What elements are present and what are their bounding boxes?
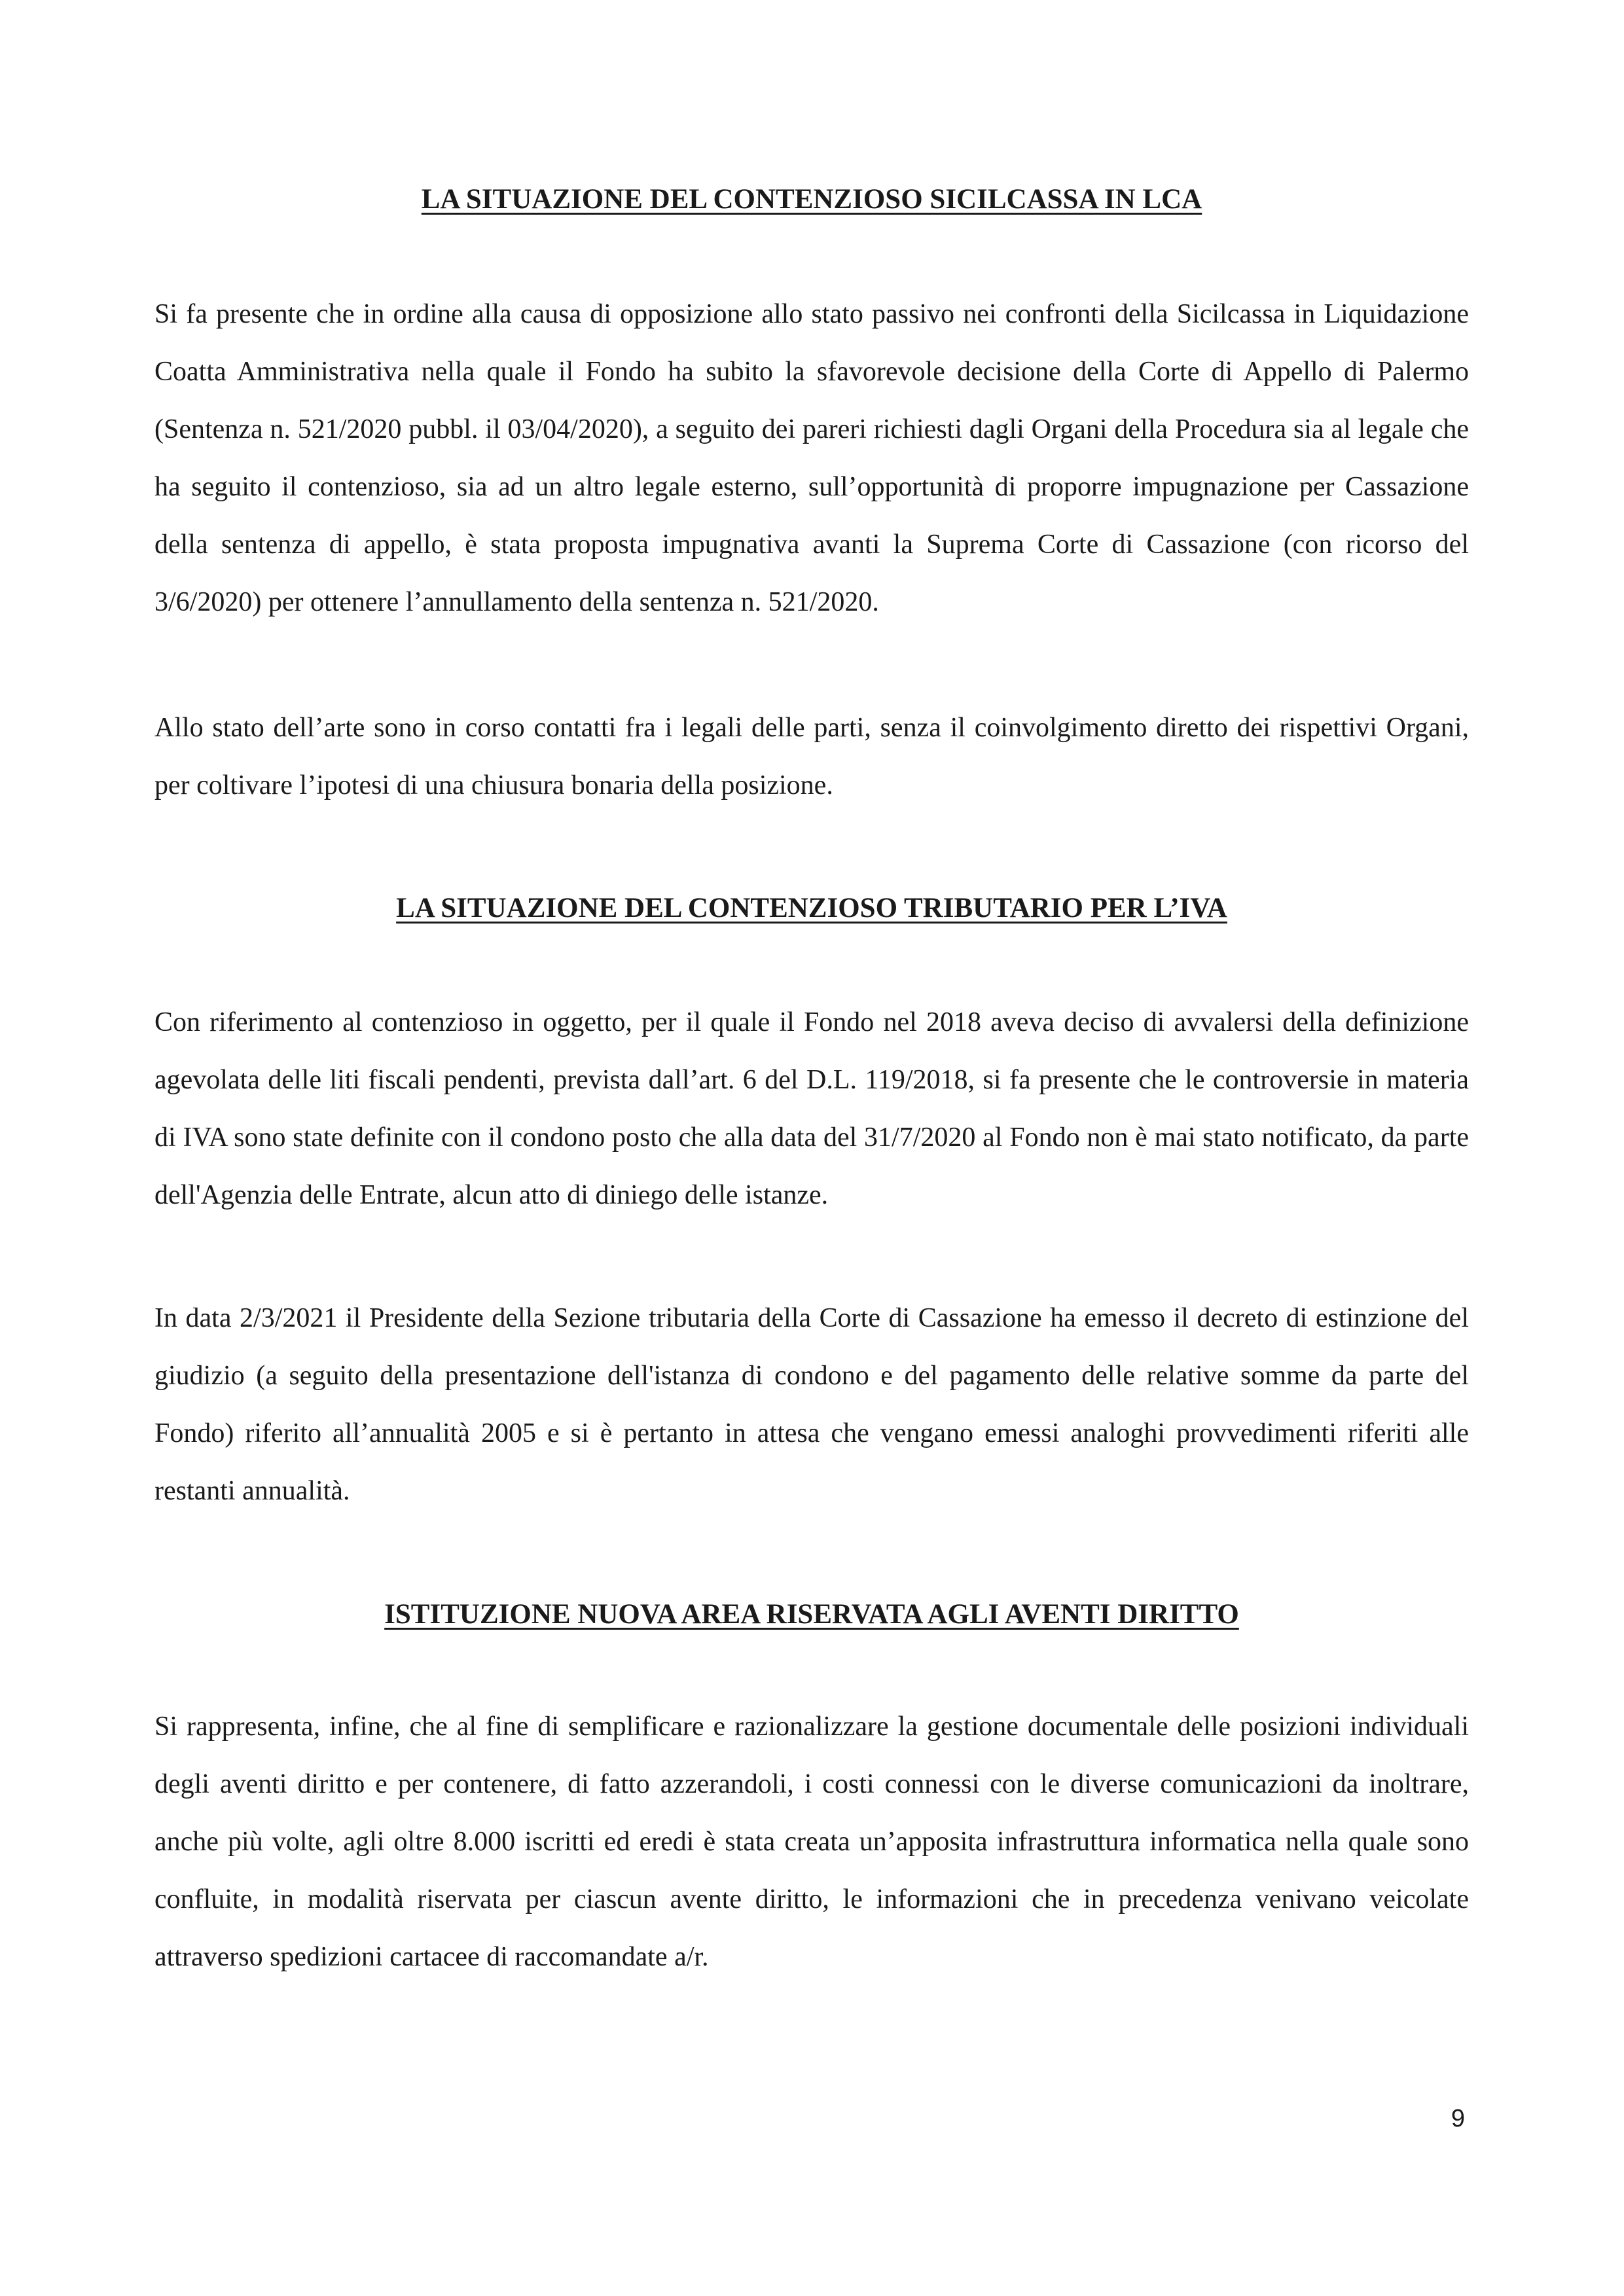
section-heading-contenzioso-iva: LA SITUAZIONE DEL CONTENZIOSO TRIBUTARIO PER L’IVA: [396, 893, 1227, 924]
document-page: [154, 0, 1469, 2296]
paragraph-area-riservata: Si rappresenta, infine, che al fine di semplificare e razionalizzare la gestione documentale delle posizioni individuali degli aventi diritto e per contenere, di fatto azzerandoli, i costi connessi con le diverse comunicazioni da inoltrare, anche più volte, agli oltre 8.000 iscritti ed eredi è stata creata un’apposita infrastruttura informatica nella quale sono confluite, in modalità riservata per ciascun avente diritto, le informazioni che in precedenza venivano veicolate attraverso spedizioni cartacee di raccomandate a/r.: [154, 1712, 1469, 1972]
paragraph-sicilcassa-stato-arte: Allo stato dell’arte sono in corso contatti fra i legali delle parti, senza il coinvolgimento diretto dei rispettivi Organi, per coltivare l’ipotesi di una chiusura bonaria della posizione.: [154, 713, 1469, 800]
paragraph-iva-decreto-estinzione: In data 2/3/2021 il Presidente della Sezione tributaria della Corte di Cassazione ha emesso il decreto di estinzione del giudizio (a seguito della presentazione dell'istanza di condono e del pagamento delle relative somme da parte del Fondo) riferito all’annualità 2005 e si è pertanto in attesa che vengano emessi analoghi provvedimenti riferiti alle restanti annualità.: [154, 1303, 1469, 1506]
paragraph-iva-definizione-agevolata: Con riferimento al contenzioso in oggetto, per il quale il Fondo nel 2018 aveva deciso di avvalersi della definizione agevolata delle liti fiscali pendenti, prevista dall’art. 6 del D.L. 119/2018, si fa presente che le controversie in materia di IVA sono state definite con il condono posto che alla data del 31/7/2020 al Fondo non è mai stato notificato, da parte dell'Agenzia delle Entrate, alcun atto di diniego delle istanze.: [154, 1007, 1469, 1210]
page-number: 9: [1451, 2105, 1465, 2132]
paragraph-sicilcassa-opposizione: Si fa presente che in ordine alla causa di opposizione allo stato passivo nei confronti della Sicilcassa in Liquidazione Coatta Amministrativa nella quale il Fondo ha subito la sfavorevole decisione della Corte di Appello di Palermo (Sentenza n. 521/2020 pubbl. il 03/04/2020), a seguito dei pareri richiesti dagli Organi della Procedura sia al legale che ha seguito il contenzioso, sia ad un altro legale esterno, sull’opportunità di proporre impugnazione per Cassazione della sentenza di appello, è stata proposta impugnativa avanti la Suprema Corte di Cassazione (con ricorso del 3/6/2020) per ottenere l’annullamento della sentenza n. 521/2020.: [154, 299, 1469, 617]
section-heading-area-riservata: ISTITUZIONE NUOVA AREA RISERVATA AGLI AVENTI DIRITTO: [384, 1599, 1239, 1630]
section-heading-sicilcassa: LA SITUAZIONE DEL CONTENZIOSO SICILCASSA IN LCA: [421, 184, 1202, 215]
